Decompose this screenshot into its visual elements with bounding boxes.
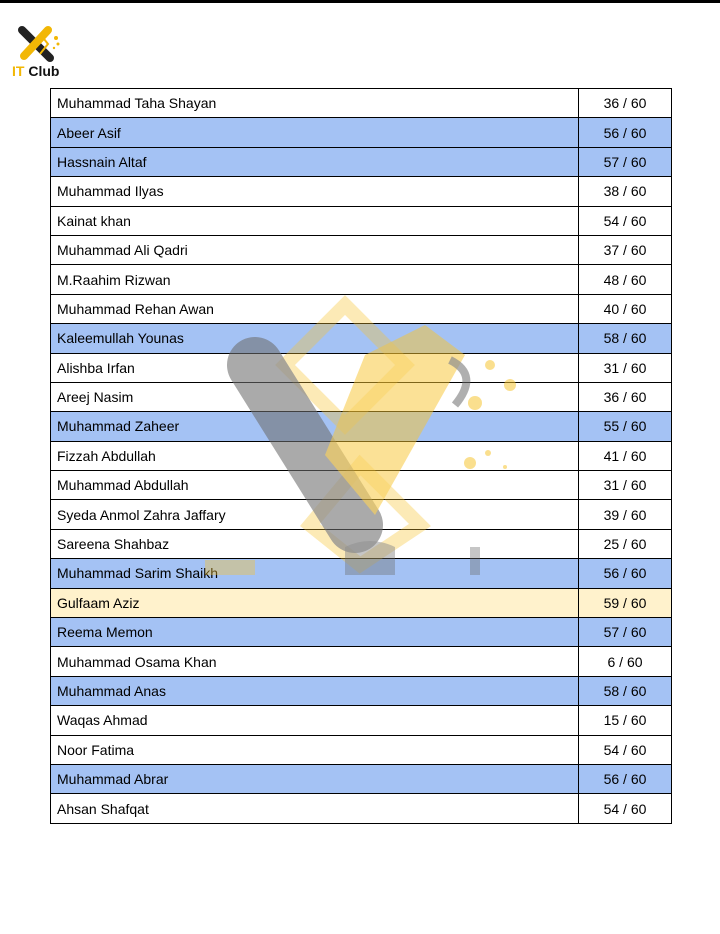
- table-row: [51, 177, 672, 206]
- score-cell: 56 / 60: [579, 559, 672, 588]
- table-row: [51, 412, 672, 441]
- score-cell: 39 / 60: [579, 500, 672, 529]
- student-name-cell: Abeer Asif: [51, 118, 579, 147]
- student-name-cell: Muhammad Abrar: [51, 764, 579, 793]
- score-cell: 58 / 60: [579, 676, 672, 705]
- student-name-cell: Muhammad Osama Khan: [51, 647, 579, 676]
- score-cell: 57 / 60: [579, 618, 672, 647]
- table-row: [51, 382, 672, 411]
- table-row: [51, 265, 672, 294]
- table-row: [51, 235, 672, 264]
- score-cell: 48 / 60: [579, 265, 672, 294]
- logo-text: [12, 64, 59, 78]
- table-row: [51, 794, 672, 823]
- score-cell: 38 / 60: [579, 177, 672, 206]
- score-cell: 58 / 60: [579, 324, 672, 353]
- score-cell: 36 / 60: [579, 89, 672, 118]
- score-cell: 59 / 60: [579, 588, 672, 617]
- table-row: [51, 206, 672, 235]
- student-name-cell: Ahsan Shafqat: [51, 794, 579, 823]
- score-cell: 57 / 60: [579, 147, 672, 176]
- table-row: [51, 441, 672, 470]
- student-name-cell: Muhammad Abdullah: [51, 471, 579, 500]
- student-name-cell: Sareena Shahbaz: [51, 529, 579, 558]
- score-cell: 41 / 60: [579, 441, 672, 470]
- student-name-cell: M.Raahim Rizwan: [51, 265, 579, 294]
- student-name-cell: Areej Nasim: [51, 382, 579, 411]
- student-name-cell: Muhammad Ilyas: [51, 177, 579, 206]
- table-row: [51, 471, 672, 500]
- scores-table: [50, 88, 672, 824]
- score-cell: 56 / 60: [579, 118, 672, 147]
- student-name-cell: Kaleemullah Younas: [51, 324, 579, 353]
- score-cell: 40 / 60: [579, 294, 672, 323]
- student-name-cell: Hassnain Altaf: [51, 147, 579, 176]
- score-cell: 31 / 60: [579, 471, 672, 500]
- table-row: [51, 147, 672, 176]
- score-cell: 54 / 60: [579, 735, 672, 764]
- table-row: [51, 324, 672, 353]
- table-row: [51, 764, 672, 793]
- score-cell: 54 / 60: [579, 206, 672, 235]
- logo-text-club: Club: [28, 63, 60, 79]
- table-row: [51, 353, 672, 382]
- score-cell: 15 / 60: [579, 706, 672, 735]
- student-name-cell: Syeda Anmol Zahra Jaffary: [51, 500, 579, 529]
- score-cell: 37 / 60: [579, 235, 672, 264]
- table-row: [51, 89, 672, 118]
- score-cell: 31 / 60: [579, 353, 672, 382]
- student-name-cell: Muhammad Anas: [51, 676, 579, 705]
- student-name-cell: Waqas Ahmad: [51, 706, 579, 735]
- it-club-logo-icon: [18, 26, 62, 66]
- student-name-cell: Reema Memon: [51, 618, 579, 647]
- student-name-cell: Noor Fatima: [51, 735, 579, 764]
- student-name-cell: Gulfaam Aziz: [51, 588, 579, 617]
- table-row: [51, 676, 672, 705]
- score-cell: 25 / 60: [579, 529, 672, 558]
- table-row: [51, 294, 672, 323]
- table-row: [51, 529, 672, 558]
- it-club-logo: [12, 26, 64, 80]
- student-name-cell: Muhammad Zaheer: [51, 412, 579, 441]
- student-name-cell: Alishba Irfan: [51, 353, 579, 382]
- student-name-cell: Fizzah Abdullah: [51, 441, 579, 470]
- table-row: [51, 647, 672, 676]
- scores-table-body: [51, 89, 672, 824]
- table-row: [51, 559, 672, 588]
- score-cell: 55 / 60: [579, 412, 672, 441]
- student-name-cell: Kainat khan: [51, 206, 579, 235]
- table-row: [51, 618, 672, 647]
- top-rule: [0, 0, 720, 3]
- logo-text-it: IT: [12, 63, 25, 79]
- table-row: [51, 706, 672, 735]
- table-row: [51, 500, 672, 529]
- table-row: [51, 118, 672, 147]
- score-cell: 54 / 60: [579, 794, 672, 823]
- student-name-cell: Muhammad Ali Qadri: [51, 235, 579, 264]
- score-cell: 56 / 60: [579, 764, 672, 793]
- student-name-cell: Muhammad Rehan Awan: [51, 294, 579, 323]
- table-row: [51, 588, 672, 617]
- student-name-cell: Muhammad Taha Shayan: [51, 89, 579, 118]
- student-name-cell: Muhammad Sarim Shaikh: [51, 559, 579, 588]
- score-cell: 36 / 60: [579, 382, 672, 411]
- table-row: [51, 735, 672, 764]
- score-cell: 6 / 60: [579, 647, 672, 676]
